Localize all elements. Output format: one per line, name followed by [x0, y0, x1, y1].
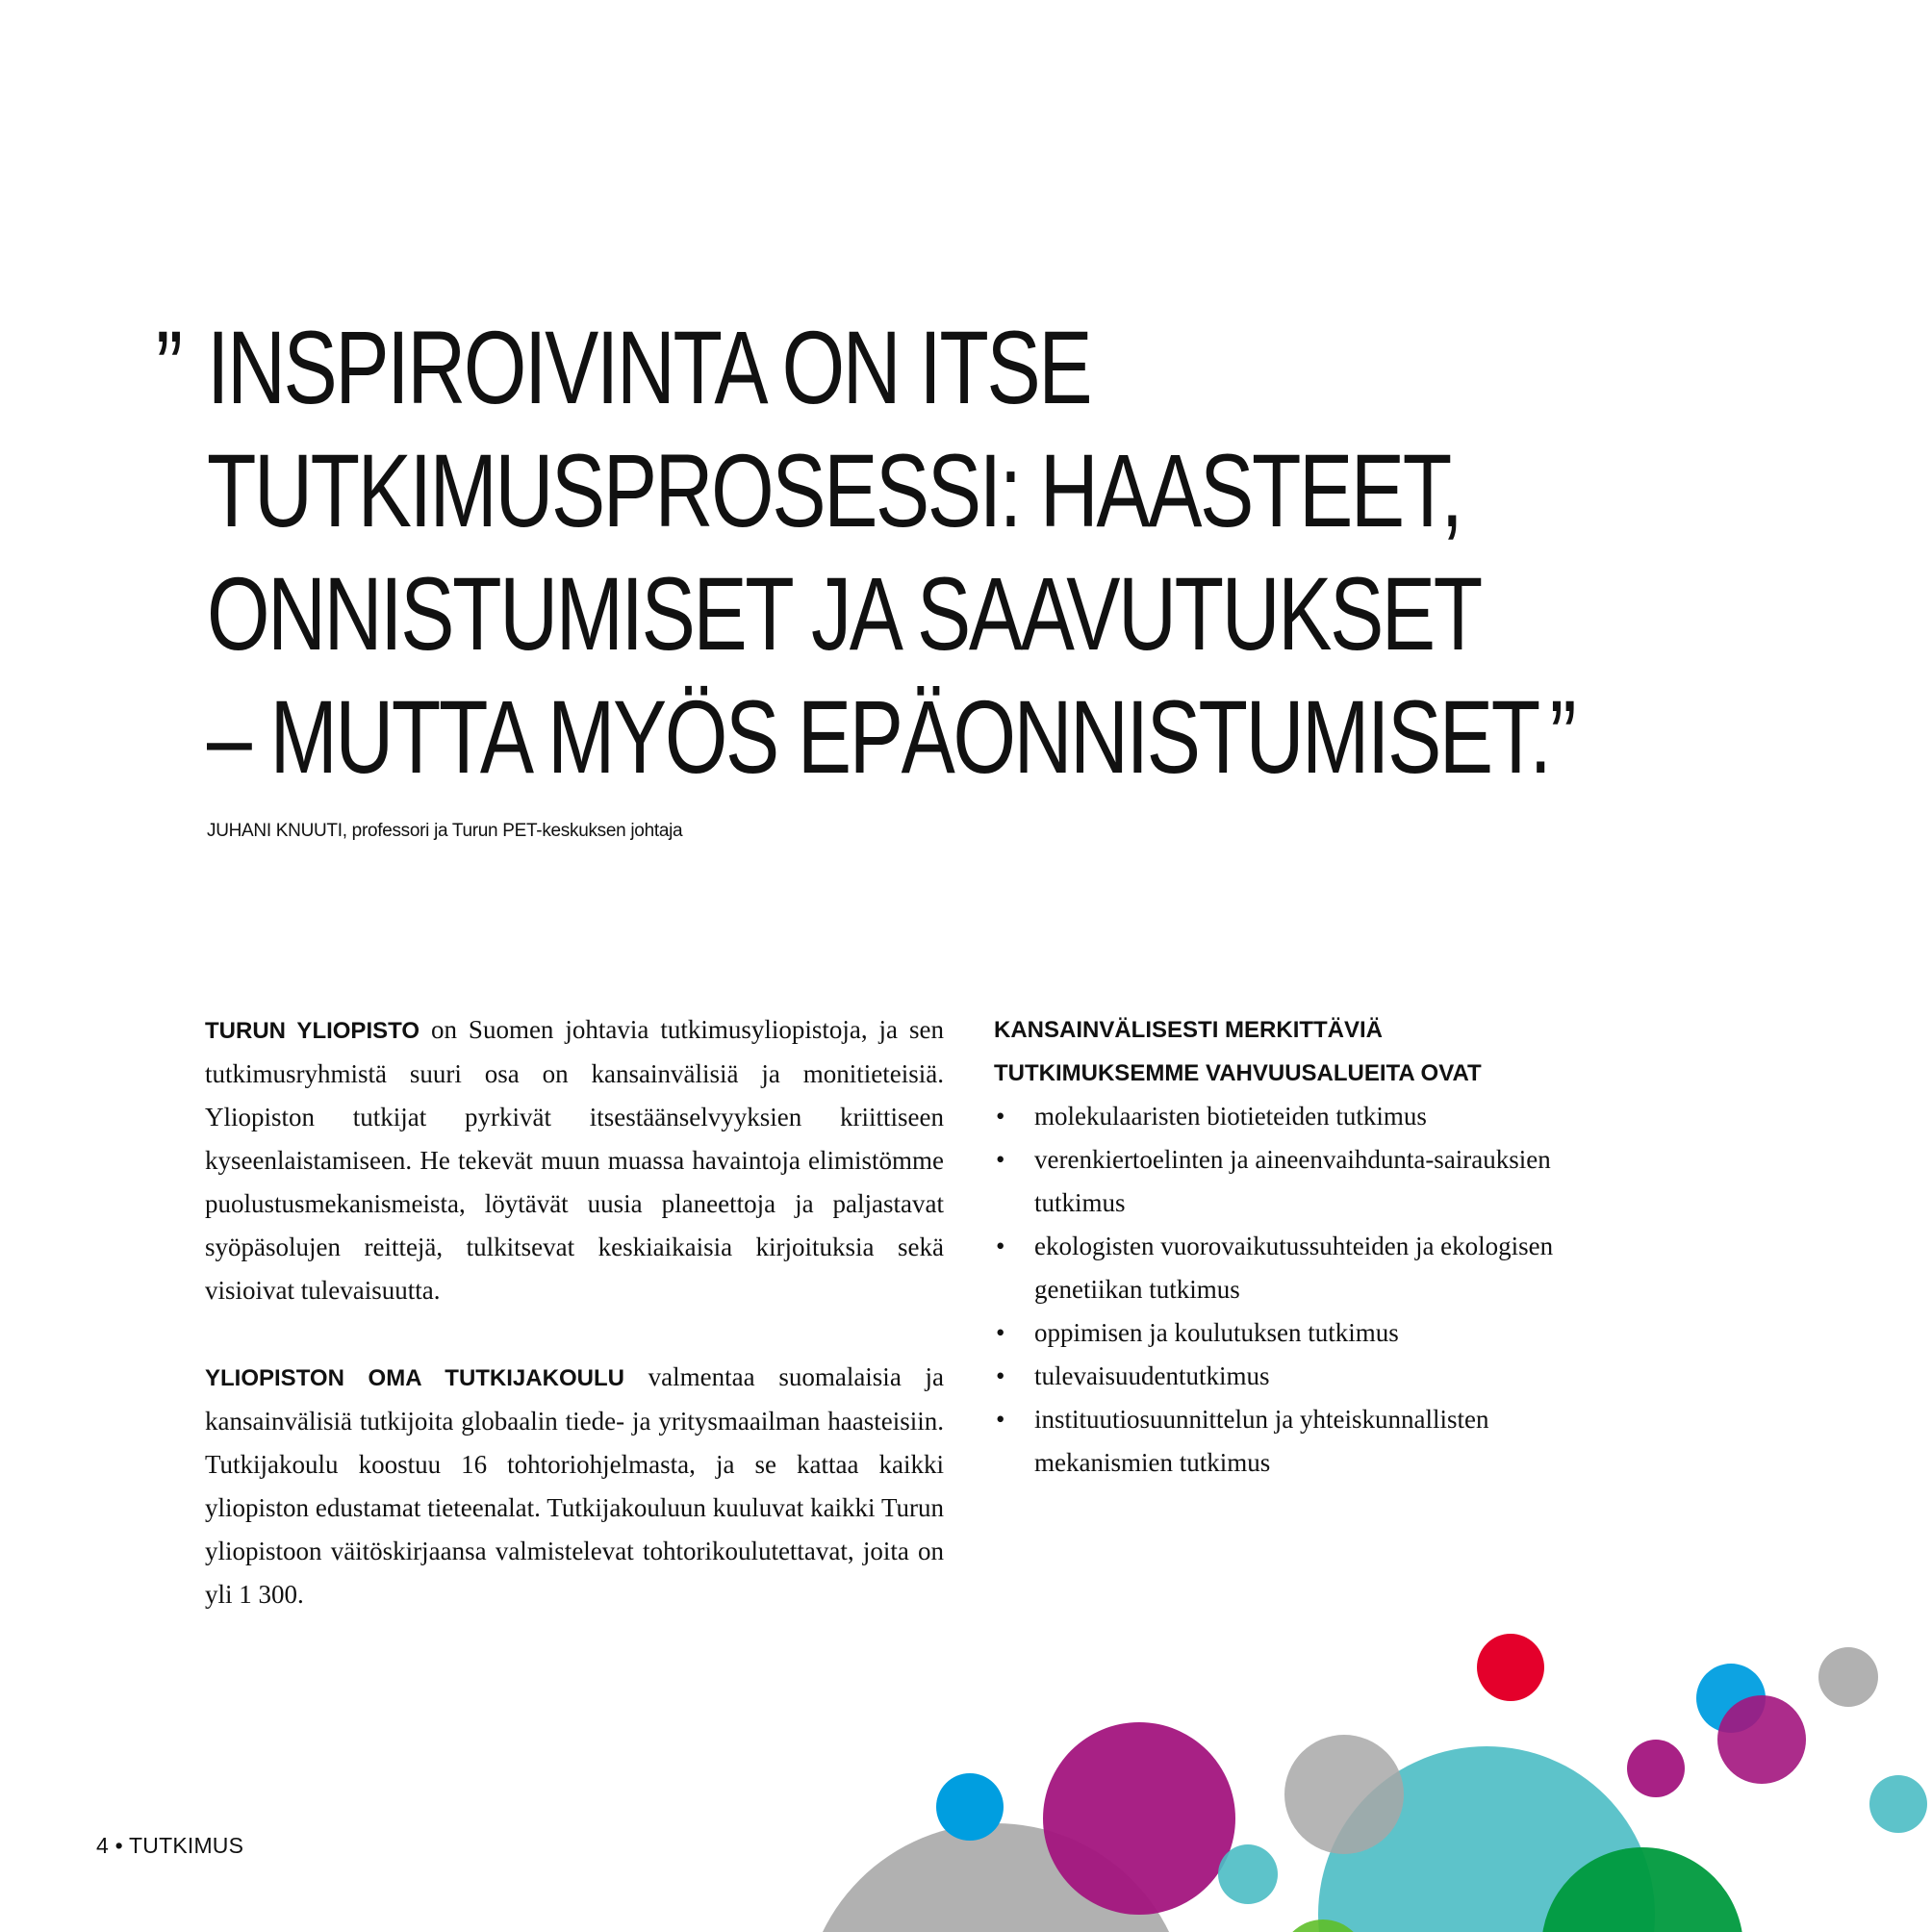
paragraph-text: valmentaa suomalaisia ja kansainvälisiä tutkijoita globaalin tiede- ja yritysmaailman haasteisiin. Tutkijakoulu koostuu 16 tohtoriohjelmasta, ja se kattaa kaikki yliopiston edustamat tieteenalat. Tutkijakouluun kuuluvat kaikki Turun yliopistoon väitöskirjaansa valmistelevat tohtorikoulutettavat, joita on yli 1 300.: [205, 1362, 944, 1609]
paragraph-lead: TURUN YLIOPISTO: [205, 1018, 420, 1044]
bullet: •: [996, 1102, 1005, 1131]
paragraph-lead: YLIOPISTON OMA TUTKIJAKOULU: [205, 1365, 624, 1391]
bullet: •: [996, 1232, 1005, 1260]
list-item: [994, 1095, 1610, 1138]
page-footer: 4 • TUTKIMUS: [96, 1833, 244, 1858]
quote-line: ONNISTUMISET JA SAAVUTUKSET: [207, 555, 1481, 672]
paragraph-graduate-school: [205, 1356, 944, 1616]
pull-quote: [207, 306, 1575, 799]
strengths-heading: [994, 1008, 1610, 1095]
circle-teal-right: [1869, 1775, 1927, 1833]
quote-open-mark: ”: [156, 309, 184, 425]
body-column-right: [994, 1008, 1610, 1485]
circle-magenta-small: [1627, 1740, 1685, 1797]
list-item-text: ekologisten vuorovaikutussuhteiden ja ekologisen genetiikan tutkimus: [1034, 1232, 1554, 1304]
list-item-text: molekulaaristen biotieteiden tutkimus: [1034, 1102, 1427, 1131]
list-item-text: verenkiertoelinten ja aineenvaihdunta-sairauksien tutkimus: [1034, 1145, 1551, 1217]
circle-grey-medium: [1284, 1735, 1404, 1854]
circle-red: [1477, 1634, 1544, 1701]
quote-line: – MUTTA MYÖS EPÄONNISTUMISET.”: [207, 678, 1575, 795]
bullet: •: [996, 1145, 1005, 1174]
list-item: [994, 1355, 1610, 1398]
bullet: •: [996, 1361, 1005, 1390]
paragraph-university: [205, 1008, 944, 1312]
paragraph-text: on Suomen johtavia tutkimusyliopistoja, ja sen tutkimusryhmistä suuri osa on kansainvälisiä ja monitieteisiä. Yliopiston tutkijat pyrkivät itsestäänselvyyksien kriittiseen kyseenlaistamiseen. He tekevät muun muassa havaintoja elimistömme puolustusmekanismeista, löytävät uusia planeettoja ja paljastavat syöpäsolujen reittejä, tulkitsevat keskiaikaisia kirjoituksia sekä visioivat tulevaisuutta.: [205, 1015, 944, 1305]
quote-line: INSPIROIVINTA ON ITSE: [207, 309, 1091, 425]
list-item: [994, 1138, 1610, 1225]
list-item-text: oppimisen ja koulutuksen tutkimus: [1034, 1318, 1399, 1347]
circle-teal-small: [1218, 1844, 1278, 1904]
quote-attribution: JUHANI KNUUTI, professori ja Turun PET-keskuksen johtaja: [207, 821, 683, 841]
heading-line: TUTKIMUKSEMME VAHVUUSALUEITA OVAT: [994, 1060, 1482, 1086]
list-item: [994, 1398, 1610, 1485]
list-item-text: instituutiosuunnittelun ja yhteiskunnallisten mekanismien tutkimus: [1034, 1405, 1489, 1477]
circle-blue-left: [936, 1773, 1004, 1841]
quote-line: TUTKIMUSPROSESSI: HAASTEET,: [207, 432, 1462, 548]
body-column-left: [205, 1008, 944, 1660]
strengths-list: [994, 1095, 1610, 1485]
list-item: [994, 1225, 1610, 1311]
circle-grey-small: [1818, 1647, 1878, 1707]
bullet: •: [996, 1405, 1005, 1434]
list-item-text: tulevaisuudentutkimus: [1034, 1361, 1270, 1390]
heading-line: KANSAINVÄLISESTI MERKITTÄVIÄ: [994, 1017, 1384, 1043]
circle-magenta-right: [1717, 1695, 1806, 1784]
circle-magenta-large: [1043, 1722, 1235, 1915]
bullet: •: [996, 1318, 1005, 1347]
list-item: [994, 1311, 1610, 1355]
